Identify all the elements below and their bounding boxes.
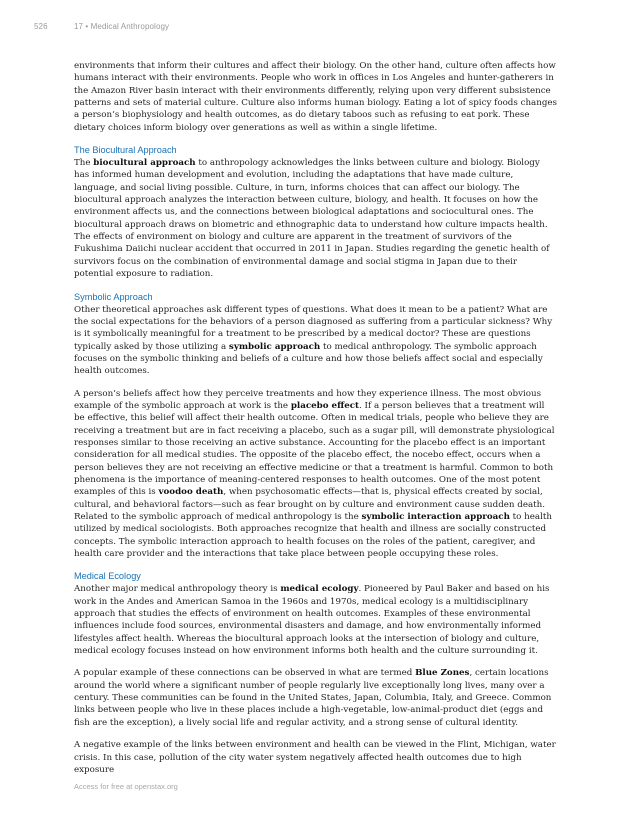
key-term: medical ecology: [280, 584, 359, 595]
key-term: placebo effect: [290, 400, 360, 411]
text-run: Another major medical anthropology theory is: [74, 584, 281, 595]
paragraph: [74, 388, 557, 561]
chapter-title: 17 • Medical Anthropology: [74, 22, 170, 31]
text-run: A popular example of these connections can be observed in what are termed: [74, 668, 416, 679]
paragraph: [74, 157, 557, 280]
text-run: Other theoretical approaches ask different types of questions. What does it mean to be a patient? What are the social expectations for the behaviors of a person diagnosed as suffering from a particular sickness? Why is it symbolically meaningful for a treatment to be prescribed by a medical doctor? These are questions typically asked by those utilizing a: [74, 304, 553, 352]
key-term: symbolic approach: [228, 341, 321, 352]
section-heading-biocultural: The Biocultural Approach: [74, 145, 177, 156]
text-run: . If a person believes that a treatment will be effective, this belief will affect their health outcome. Often in medical trials, people who believe they are receiving a treatment but are in fact receiving a placebo, such as a sugar pill, will demonstrate physiological responses similar to those receiving an active substance. Accounting for the placebo effect is an important consideration for all medical studies. The opposite of the placebo effect, the nocebo effect, occurs when a person believes they are not receiving an effective medicine or that a treatment is harmful. Common to both phenomena is the importance of meaning-centered responses to health outcomes. One of the most potent examples of this is: [74, 400, 555, 498]
page-footer: Access for free at openstax.org: [74, 782, 178, 791]
key-term: biocultural approach: [93, 158, 196, 169]
key-term: voodoo death: [158, 487, 224, 498]
text-run: , certain locations around the world where a significant number of people regularly live exceptionally long lives, many over a century. These communities can be found in the United States, Japan, Columbia, Italy, and Greece. Common links between people who live in these places include a high-vegetable, low-animal-product diet (eggs and fish are the exception), a lively social life and regular activity, and a strong sense of cultural identity.: [74, 668, 552, 728]
text-run: to health utilized by medical sociologists. Both approaches recognize that health and illness are socially constructed concepts. The symbolic interaction approach to health focuses on the roles of the patient, caregiver, and health care provider and the interactions that take place between people occupying these roles.: [74, 512, 552, 560]
key-term: Blue Zones: [415, 668, 470, 679]
page-number: 526: [34, 22, 48, 31]
paragraph: [74, 304, 557, 378]
main-content: [74, 60, 557, 786]
paragraph: A negative example of the links between environment and health can be viewed in the Flint, Michigan, water crisis. In this case, pollution of the city water system negatively affected health outcomes due to high exposure: [74, 740, 556, 775]
page-header: [34, 22, 630, 31]
section-heading-symbolic: Symbolic Approach: [74, 291, 153, 302]
paragraph: environments that inform their cultures and affect their biology. On the other hand, culture often affects how humans interact with their environments. People who work in offices in Los Angeles and hunter-gatherers in the Amazon River basin interact with their environments differently, relying upon very different subsistence patterns and sets of material culture. Culture also informs human biology. Eating a lot of spicy foods changes a person’s biophysiology and health outcomes, as do dietary taboos such as refusing to eat pork. These dietary choices inform biology over generations as well as within a single lifetime.: [74, 61, 557, 133]
section-heading-medical-ecology: Medical Ecology: [74, 571, 141, 582]
text-run: . Pioneered by Paul Baker and based on his work in the Andes and American Samoa in the 1960s and 1970s, medical ecology is a multidisciplinary approach that studies the effects of environment on health outcomes. Examples of these environmental influences include food sources, environmental disasters and damage, and how environmentally informed lifestyles affect health. Whereas the biocultural approach looks at the intersection of biology and culture, medical ecology focuses instead on how environment informs both health and the culture surrounding it.: [74, 584, 550, 657]
paragraph: [74, 583, 557, 657]
text-run: The: [74, 158, 94, 169]
text-run: to anthropology acknowledges the links between culture and biology. Biology has informed human development and evolution, including the adaptations that have made culture, language, and social living possible. Culture, in turn, informs choices that can affect our biology. The biocultural approach analyzes the interaction between culture, biology, and health. It focuses on how the environment affects us, and the connections between biological adaptations and sociocultural ones. The biocultural approach draws on biometric and ethnographic data to understand how culture impacts health. The effects of environment on biology and culture are apparent in the treatment of survivors of the Fukushima Daiichi nuclear accident that occurred in 2011 in Japan. Studies regarding the genetic health of survivors focus on the combination of environmental damage and social stigma in Japan due to their potential exposure to radiation.: [74, 158, 550, 280]
paragraph: [74, 667, 557, 729]
key-term: symbolic interaction approach: [361, 512, 510, 522]
text-run: , when psychosomatic effects—that is, physical effects created by social, cultural, and behavioral factors—such as fear brought on by culture and environment cause sudden death. Related to the symbolic approach of medical anthropology is the: [74, 487, 546, 522]
text-run: to medical anthropology. The symbolic approach focuses on the symbolic thinking and beliefs of a culture and how those beliefs affect social and especially health outcomes.: [74, 341, 543, 377]
text-run: A person’s beliefs affect how they perceive treatments and how they experience illness. The most obvious example of the symbolic approach at work is the: [74, 388, 542, 411]
